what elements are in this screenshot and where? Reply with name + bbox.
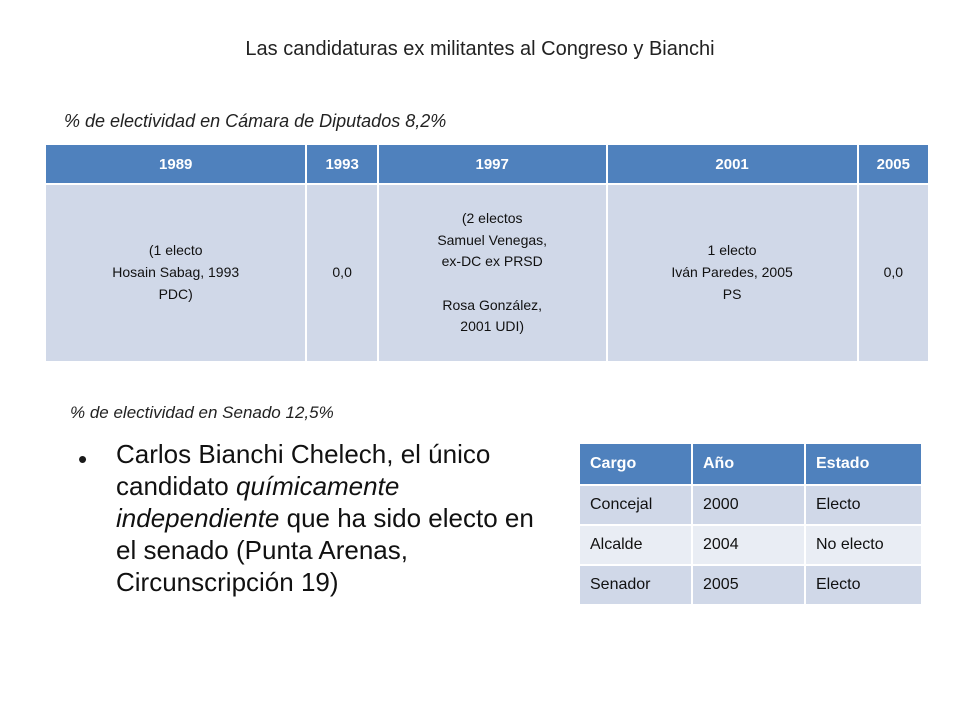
table-row (579, 525, 922, 565)
column-header: Año (692, 443, 805, 485)
year-header: 1993 (306, 144, 377, 184)
column-header: Estado (805, 443, 922, 485)
table-cell: No electo (805, 525, 922, 565)
diputados-caption: % de electividad en Cámara de Diputados 8,2% (64, 111, 447, 131)
table-cell: Senador (579, 565, 692, 605)
table-cell: 2005 (692, 565, 805, 605)
diputados-header-row (45, 144, 929, 184)
diputados-cell: 0,0 (858, 184, 929, 362)
diputados-data-row (45, 184, 929, 362)
senado-header-row (579, 443, 922, 485)
bullet-text (116, 438, 554, 598)
diputados-cell: (2 electos Samuel Venegas, ex-DC ex PRSD Rosa González, 2001 UDI) (378, 184, 607, 362)
diputados-cell: 1 electo Iván Paredes, 2005 PS (607, 184, 858, 362)
table-cell: Alcalde (579, 525, 692, 565)
diputados-cell: 0,0 (306, 184, 377, 362)
diputados-table (44, 143, 930, 363)
slide-title: Las candidaturas ex militantes al Congreso y Bianchi (245, 38, 715, 60)
bullet-text-part: que ha sido electo en el senado (Punta Arenas, Circunscripción 19) (116, 503, 534, 597)
bullet-text-italic: químicamente independiente (116, 471, 400, 533)
table-cell: 2000 (692, 485, 805, 525)
year-header: 2001 (607, 144, 858, 184)
table-cell: Electo (805, 485, 922, 525)
table-row (579, 485, 922, 525)
table-cell: Concejal (579, 485, 692, 525)
year-header: 1989 (45, 144, 306, 184)
senado-table (578, 442, 923, 606)
bullet-dot-icon: • (78, 444, 88, 474)
bullet-text-part: Carlos Bianchi Chelech, el único candidato (116, 439, 491, 501)
diputados-cell: (1 electo Hosain Sabag, 1993 PDC) (45, 184, 306, 362)
column-header: Cargo (579, 443, 692, 485)
year-header: 1997 (378, 144, 607, 184)
table-row (579, 565, 922, 605)
year-header: 2005 (858, 144, 929, 184)
bullet-item (74, 438, 554, 598)
senado-caption: % de electividad en Senado 12,5% (70, 403, 334, 422)
table-cell: 2004 (692, 525, 805, 565)
table-cell: Electo (805, 565, 922, 605)
